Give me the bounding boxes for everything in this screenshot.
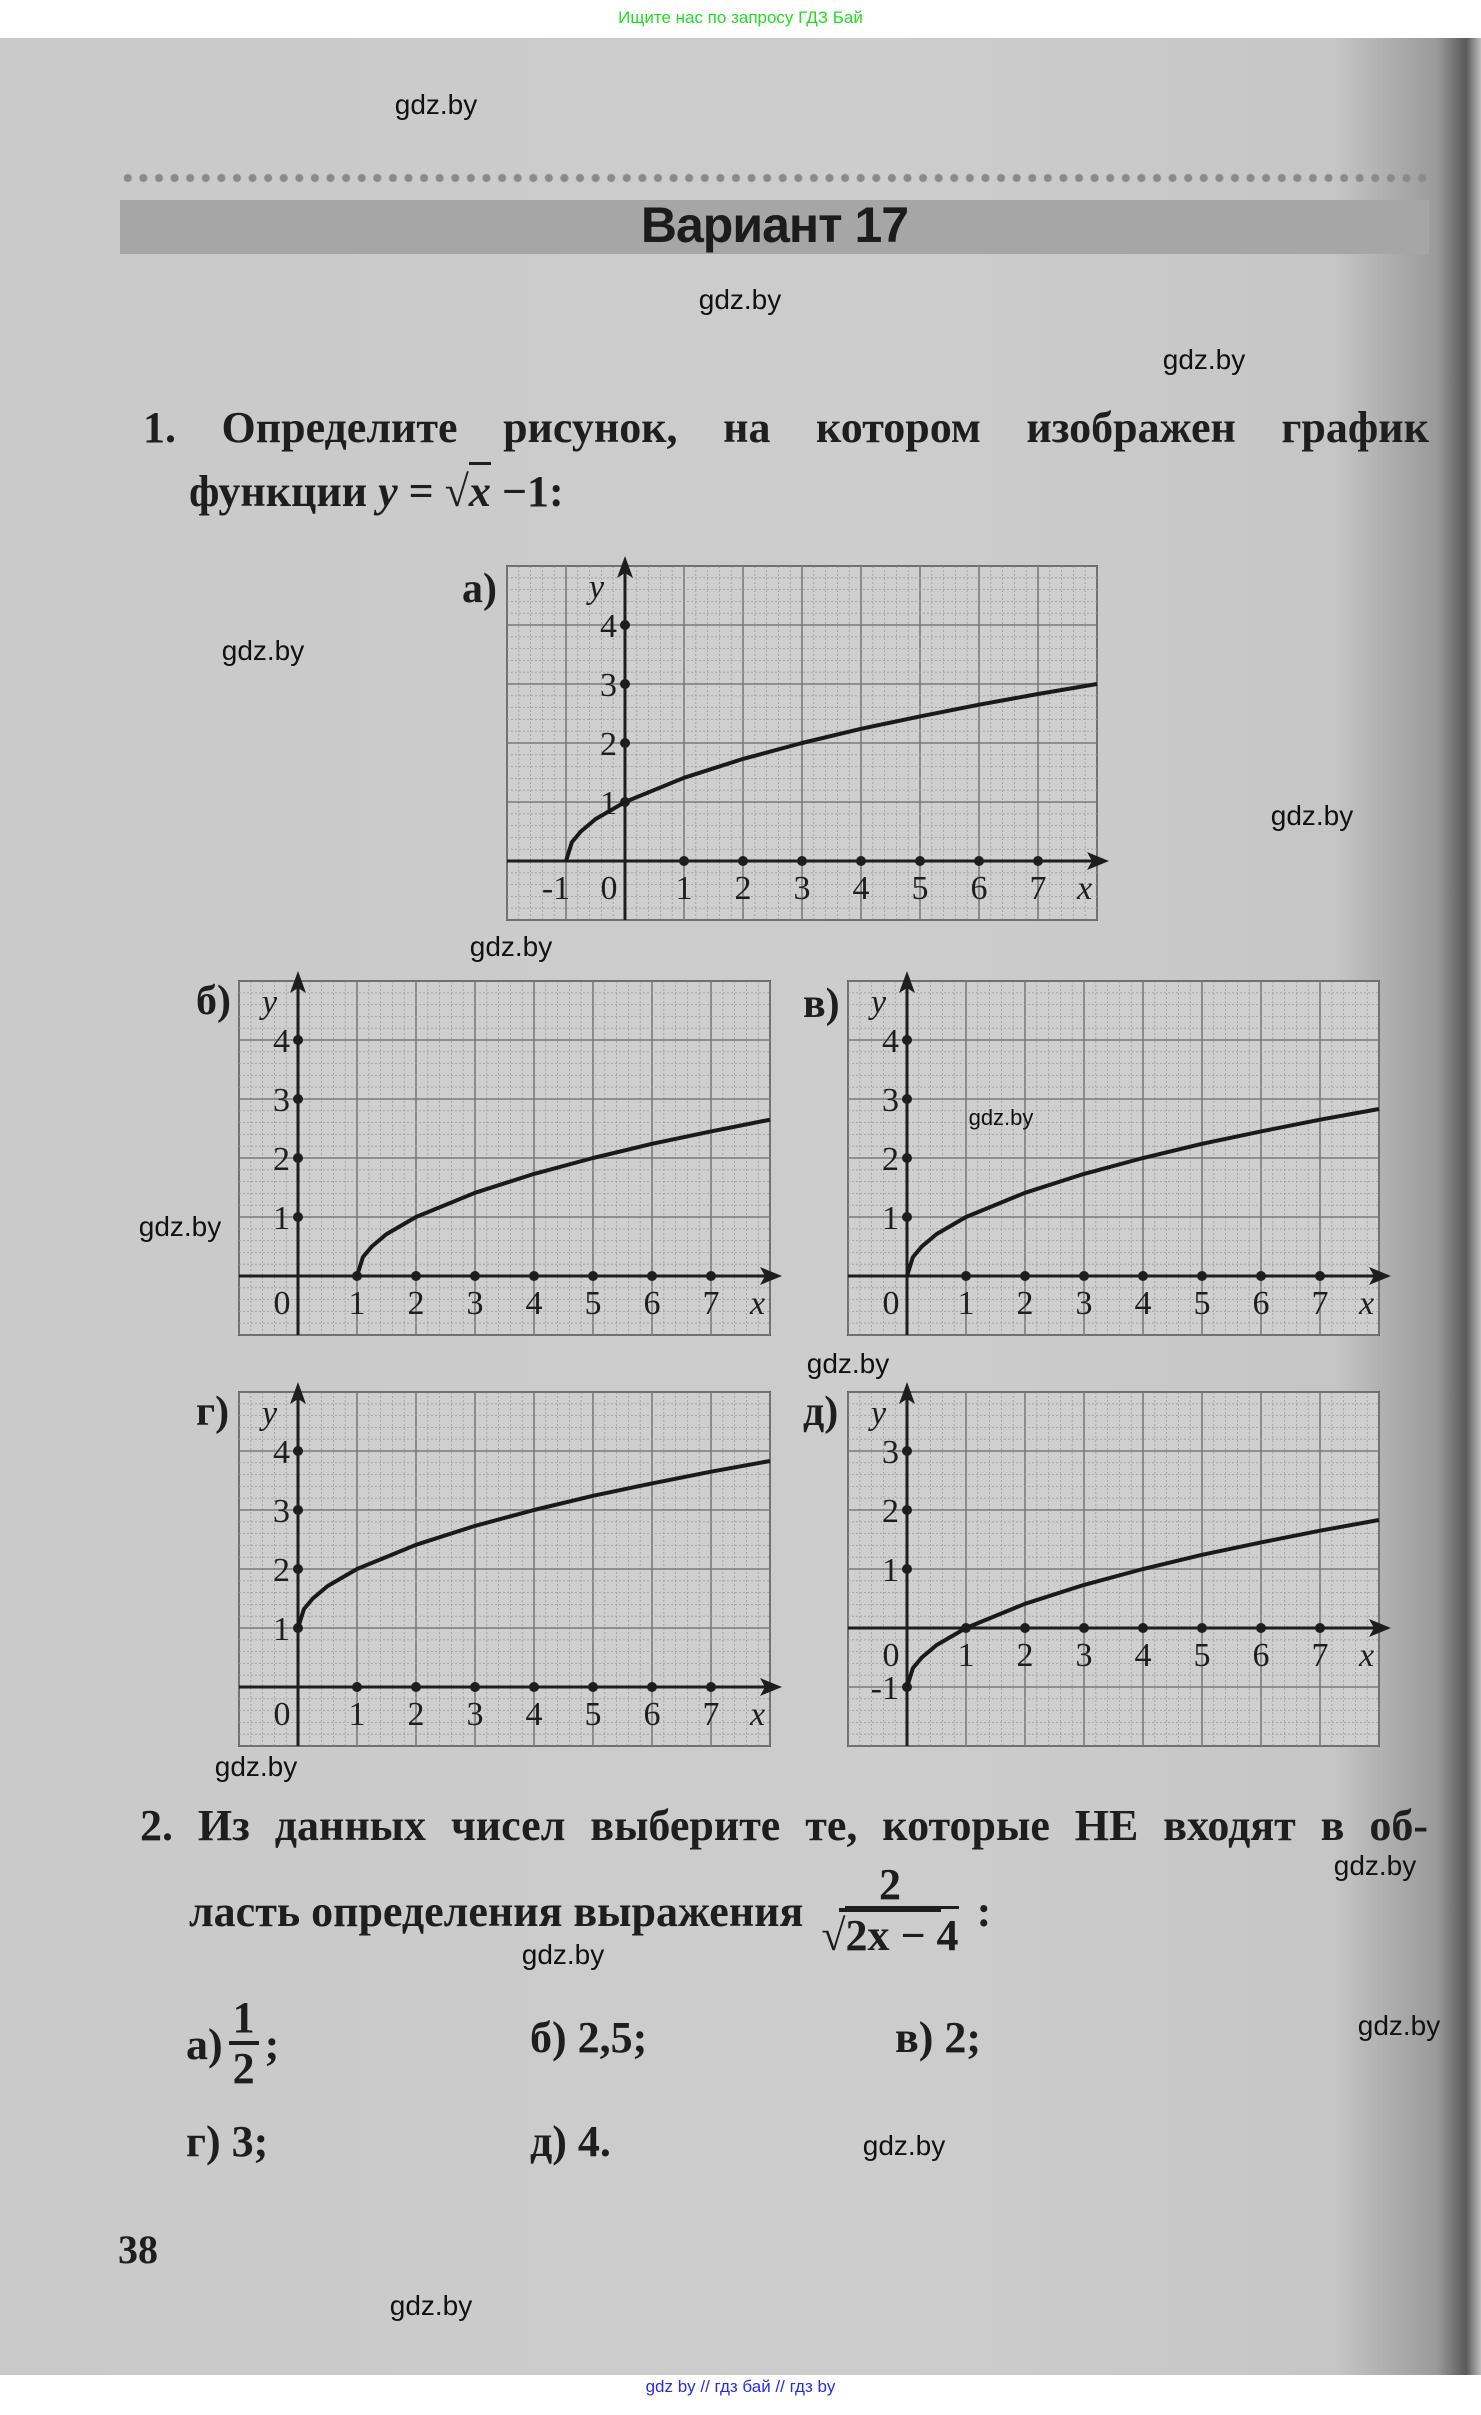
watermark: gdz.by [698, 284, 782, 315]
watermark: gdz.by [469, 931, 553, 962]
x-tick-dot [1315, 1271, 1325, 1281]
y-tick-dot [293, 1212, 303, 1222]
y-tick-dot [293, 1446, 303, 1456]
x-tick-dot [529, 1682, 539, 1692]
y-tick-label: 3 [882, 1082, 899, 1119]
y-tick-label: 1 [273, 1200, 290, 1237]
y-axis-label: y [589, 569, 605, 606]
function-tail: −1: [501, 467, 564, 516]
x-tick-label: 7 [1029, 870, 1047, 907]
x-tick-dot [1197, 1271, 1207, 1281]
x-tick-label: 1 [348, 1696, 366, 1733]
option-d[interactable] [530, 2116, 611, 2167]
watermark: gdz.by [138, 1211, 222, 1242]
x-tick-label: 7 [702, 1696, 720, 1733]
option-label: а) [186, 2019, 223, 2069]
question-2-text-cont: ласть определения выражения [189, 1886, 804, 1936]
option-value: 2,5; [577, 2013, 648, 2062]
y-axis-label: y [871, 984, 887, 1021]
x-tick-label: 2 [407, 1696, 425, 1733]
y-tick-label: 4 [882, 1023, 899, 1060]
x-tick-dot [856, 856, 866, 866]
y-tick-dot [620, 738, 630, 748]
x-tick-label: 4 [1134, 1637, 1152, 1674]
x-tick-label: 2 [1016, 1637, 1034, 1674]
radicand: x [469, 462, 491, 516]
function-label: функции [189, 467, 368, 516]
fraction-denominator: 2x − 4 [845, 1906, 958, 1960]
y-tick-dot [620, 679, 630, 689]
x-tick-label: 7 [702, 1285, 720, 1322]
y-tick-label: 1 [882, 1200, 899, 1237]
option-value: 4. [577, 2117, 611, 2166]
question-1-function [189, 466, 564, 517]
search-banner[interactable]: Ищите нас по запросу ГДЗ Бай [618, 8, 863, 27]
x-tick-dot [738, 856, 748, 866]
x-tick-label: 3 [466, 1285, 484, 1322]
y-tick-dot [902, 1035, 912, 1045]
x-tick-dot [1197, 1623, 1207, 1633]
watermark: gdz.by [1270, 800, 1354, 831]
graph-label-d: д) [803, 1389, 839, 1435]
x-tick-dot [1079, 1271, 1089, 1281]
y-tick-label: 4 [273, 1434, 290, 1471]
option-label: г) [186, 2117, 221, 2166]
graph-svg [848, 981, 1379, 1335]
graph-g [239, 1392, 770, 1746]
x-axis-label: x [1359, 1285, 1375, 1322]
x-tick-label: 7 [1311, 1637, 1329, 1674]
x-tick-label: 5 [1193, 1285, 1211, 1322]
watermark: gdz.by [1333, 1850, 1417, 1881]
y-axis-label: y [262, 984, 278, 1021]
x-tick-label: 6 [1252, 1285, 1270, 1322]
graph-a [507, 566, 1097, 920]
page-title: Вариант 17 [640, 197, 909, 253]
x-tick-label: 2 [407, 1285, 425, 1322]
x-tick-label: 3 [793, 870, 811, 907]
sqrt-icon: √ [444, 467, 469, 516]
y-tick-dot [293, 1564, 303, 1574]
y-tick-label: 4 [600, 608, 617, 645]
x-tick-dot [797, 856, 807, 866]
watermark: gdz.by [394, 89, 478, 120]
x-axis-label: x [1359, 1637, 1375, 1674]
y-tick-dot [902, 1094, 912, 1104]
x-tick-dot [915, 856, 925, 866]
x-tick-dot [1079, 1623, 1089, 1633]
watermark: gdz.by [1357, 2010, 1441, 2041]
graph-v [848, 981, 1379, 1335]
option-label: б) [530, 2013, 567, 2062]
y-tick-dot [902, 1153, 912, 1163]
y-tick-label: 2 [882, 1141, 899, 1178]
watermark: gdz.by [221, 635, 305, 666]
y-tick-dot [293, 1035, 303, 1045]
question-2-text: 2. Из данных чисел выберите те, которые НЕ входят в об- [140, 1801, 1428, 1850]
x-tick-label: 3 [1075, 1637, 1093, 1674]
x-tick-label: 2 [1016, 1285, 1034, 1322]
x-tick-dot [706, 1271, 716, 1281]
x-tick-dot [647, 1682, 657, 1692]
x-tick-dot [1020, 1623, 1030, 1633]
x-tick-dot [706, 1682, 716, 1692]
x-tick-dot [470, 1271, 480, 1281]
y-tick-label: 3 [273, 1082, 290, 1119]
x-tick-label: 6 [643, 1696, 661, 1733]
x-tick-dot [647, 1271, 657, 1281]
x-tick-dot [529, 1271, 539, 1281]
option-label: в) [895, 2013, 934, 2062]
x-tick-dot [1033, 856, 1043, 866]
x-tick-label: 6 [643, 1285, 661, 1322]
y-tick-dot [902, 1505, 912, 1515]
y-tick-label: 2 [882, 1493, 899, 1530]
y-tick-label: 2 [600, 726, 617, 763]
x-tick-dot [352, 1682, 362, 1692]
graph-label-b: б) [196, 978, 231, 1024]
x-tick-dot [961, 1271, 971, 1281]
x-tick-label: 3 [1075, 1285, 1093, 1322]
y-tick-dot [620, 620, 630, 630]
graph-b [239, 981, 770, 1335]
x-tick-label: 3 [466, 1696, 484, 1733]
x-tick-label: 5 [584, 1696, 602, 1733]
x-tick-label: 0 [273, 1696, 291, 1733]
fraction [821, 1862, 958, 1961]
x-tick-label: 6 [970, 870, 988, 907]
x-tick-label: 4 [525, 1285, 543, 1322]
page-number: 38 [118, 2227, 158, 2272]
x-tick-label: 4 [1134, 1285, 1152, 1322]
y-tick-label: 2 [273, 1552, 290, 1589]
x-axis-label: x [1077, 870, 1093, 907]
y-tick-dot [902, 1564, 912, 1574]
y-tick-dot [902, 1212, 912, 1222]
x-tick-label: 1 [675, 870, 693, 907]
x-tick-label: -1 [541, 870, 571, 907]
x-axis-label: x [750, 1285, 766, 1322]
option-a-denominator: 2 [232, 2044, 255, 2094]
fraction-numerator: 2 [839, 1862, 941, 1912]
x-tick-label: 4 [852, 870, 870, 907]
y-tick-dot [293, 1505, 303, 1515]
y-tick-dot [293, 1094, 303, 1104]
x-axis-label: x [750, 1696, 766, 1733]
option-a[interactable] [186, 1995, 279, 2094]
watermark: gdz.by [521, 1939, 605, 1970]
x-tick-label: 7 [1311, 1285, 1329, 1322]
x-tick-label: 1 [957, 1637, 975, 1674]
watermark: gdz.by [968, 1105, 1034, 1130]
x-tick-label: 0 [882, 1285, 900, 1322]
watermark: gdz.by [214, 1751, 298, 1782]
footer-links[interactable]: gdz by // гдз бай // гдз by [645, 2377, 836, 2396]
sqrt-icon: √ [821, 1911, 846, 1961]
graph-svg [507, 566, 1097, 920]
x-tick-dot [411, 1682, 421, 1692]
y-tick-label: 1 [882, 1552, 899, 1589]
x-tick-label: 0 [273, 1285, 291, 1322]
x-tick-label: 5 [584, 1285, 602, 1322]
x-tick-label: 1 [348, 1285, 366, 1322]
y-tick-label: 4 [273, 1023, 290, 1060]
dotted-divider [120, 171, 1429, 185]
x-tick-label: 5 [1193, 1637, 1211, 1674]
option-b[interactable] [530, 2012, 647, 2063]
graph-svg [239, 981, 770, 1335]
option-value: 2; [944, 2013, 982, 2062]
equals-sign: = [408, 467, 434, 516]
y-tick-label: 3 [600, 667, 617, 704]
graph-svg [239, 1392, 770, 1746]
y-axis-label: y [871, 1395, 887, 1432]
x-tick-dot [1138, 1623, 1148, 1633]
y-tick-dot [293, 1153, 303, 1163]
x-tick-label: 6 [1252, 1637, 1270, 1674]
watermark: gdz.by [1162, 344, 1246, 375]
graph-label-v: в) [803, 981, 840, 1027]
watermark: gdz.by [862, 2130, 946, 2161]
y-tick-label: -1 [870, 1670, 899, 1707]
colon: : [976, 1886, 992, 1936]
option-value: 3; [231, 2117, 269, 2166]
watermark: gdz.by [806, 1348, 890, 1379]
x-tick-label: 2 [734, 870, 752, 907]
graph-label-g: г) [196, 1389, 230, 1435]
x-tick-dot [1315, 1623, 1325, 1633]
x-tick-label: 1 [957, 1285, 975, 1322]
watermark: gdz.by [389, 2290, 473, 2321]
y-tick-label: 3 [882, 1434, 899, 1471]
y-tick-dot [902, 1446, 912, 1456]
x-tick-dot [470, 1682, 480, 1692]
x-tick-dot [411, 1271, 421, 1281]
x-tick-label: 0 [882, 1637, 900, 1674]
x-tick-dot [1256, 1271, 1266, 1281]
x-tick-dot [679, 856, 689, 866]
x-tick-dot [974, 856, 984, 866]
graph-d [848, 1392, 1379, 1746]
option-g[interactable] [186, 2116, 268, 2167]
x-tick-dot [1138, 1271, 1148, 1281]
y-tick-label: 1 [600, 785, 617, 822]
x-tick-label: 5 [911, 870, 929, 907]
y-tick-label: 2 [273, 1141, 290, 1178]
x-tick-label: 0 [600, 870, 618, 907]
var-y: y [378, 467, 398, 516]
x-tick-dot [1256, 1623, 1266, 1633]
option-v[interactable] [895, 2012, 981, 2063]
question-1-text: 1. Определите рисунок, на котором изображен график [143, 403, 1429, 452]
graph-label-a: а) [462, 566, 497, 612]
graph-svg [848, 1392, 1379, 1746]
x-tick-label: 4 [525, 1696, 543, 1733]
y-tick-label: 1 [273, 1611, 290, 1648]
x-tick-dot [588, 1271, 598, 1281]
option-a-numerator: 1 [229, 1995, 259, 2045]
x-tick-dot [1020, 1271, 1030, 1281]
y-tick-label: 3 [273, 1493, 290, 1530]
option-label: д) [530, 2117, 567, 2166]
y-axis-label: y [262, 1395, 278, 1432]
option-separator: ; [264, 2019, 280, 2069]
x-tick-dot [588, 1682, 598, 1692]
